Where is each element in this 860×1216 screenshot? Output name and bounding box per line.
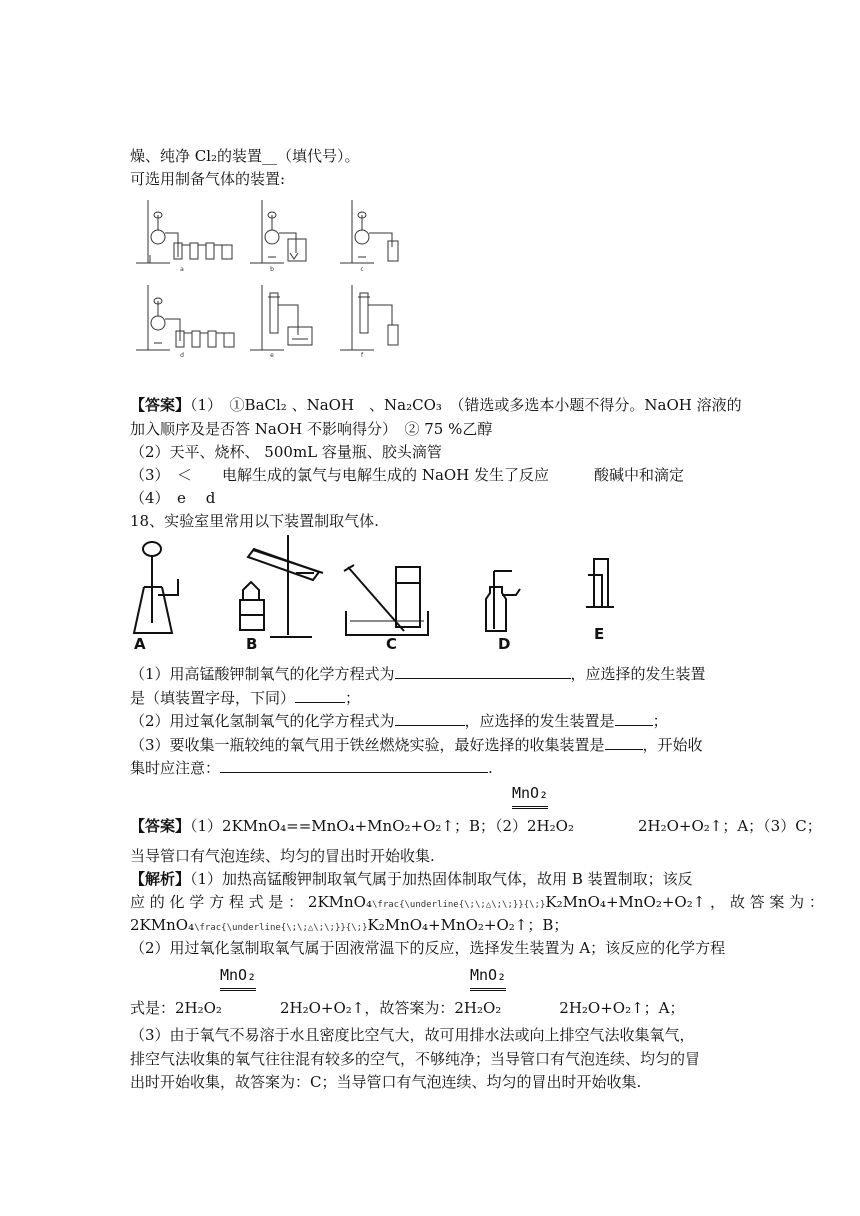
answer-blank[interactable] <box>220 758 488 773</box>
text-line: （2）用过氧化氢制取氧气属于固液常温下的反应，选择发生装置为 A；该反应的化学方程 <box>130 939 726 957</box>
text-line: （3）由于氧气不易溶于水且密度比空气大，故可用排水法或向上排空气法收集氧气， <box>130 1026 695 1044</box>
q18-part3-line2: 集时应注意： . <box>130 759 493 777</box>
answer-blank[interactable] <box>605 735 643 750</box>
answer-blank[interactable] <box>615 711 653 726</box>
text-line: 燥、纯净 Cl₂的装置__（填代号）。 <box>130 147 360 165</box>
device-c <box>344 565 428 635</box>
lab-devices-figure <box>128 535 628 653</box>
label-device-d: D <box>498 635 511 653</box>
gas-apparatus-grid <box>130 195 410 365</box>
label-device-c: C <box>386 635 398 653</box>
apparatus-d <box>136 285 234 350</box>
apparatus-a <box>136 200 232 263</box>
analysis-line5: 式是：2H₂O₂ 2H₂O+O₂↑，故答案为：2H₂O₂ 2H₂O+O₂↑；A； <box>130 999 685 1017</box>
text-line: （3） ＜ 电解生成的氯气与电解生成的 NaOH 发生了反应 酸碱中和滴定 <box>130 466 685 484</box>
q18-part1-line1: （1）用高锰酸钾制氧气的化学方程式为 ，应选择的发生装置 <box>130 665 706 683</box>
q18-part1-line2: 是（填装置字母，下同） ； <box>130 689 361 707</box>
label-a: a <box>180 266 184 273</box>
text-line: 可选用制备气体的装置: <box>130 170 286 188</box>
device-d <box>486 571 520 631</box>
text-line: 出时开始收集，故答案为：C；当导管口有气泡连续、均匀的冒出时开始收集. <box>130 1073 642 1091</box>
text-line: 加入顺序及是否答 NaOH 不影响得分） ② 75 %乙醇 <box>130 420 493 438</box>
label-e: e <box>270 352 274 359</box>
analysis-line1: 【解析】（1）加热高锰酸钾制取氧气属于加热固体制取气体，故用 B 装置制取；该反 <box>130 870 693 888</box>
text-line: 排空气法收集的氧气往往混有较多的空气，不够纯净；当导管口有气泡连续、均匀的冒 <box>130 1050 701 1068</box>
answer-blank[interactable] <box>395 664 571 679</box>
text-line: 当导管口有气泡连续、均匀的冒出时开始收集. <box>130 847 435 865</box>
q18-part2: （2）用过氧化氢制氧气的化学方程式为 ，应选择的发生装置是 ； <box>130 712 668 730</box>
apparatus-b <box>250 200 306 263</box>
apparatus-e <box>250 285 312 350</box>
answer-blank[interactable] <box>295 688 345 703</box>
label-f: f <box>360 352 364 359</box>
answer-blank[interactable] <box>395 711 465 726</box>
device-e <box>586 559 614 607</box>
text-line: （4） e d <box>130 489 216 507</box>
answer-17-line1: 【答案】（1） ①BaCl₂ 、NaOH 、Na₂CO₃ （错选或多选本小题不得分。NaOH 溶液的 <box>130 396 742 414</box>
catalyst-label: MnO₂ <box>512 784 548 802</box>
apparatus-c <box>340 200 398 263</box>
label-device-a: A <box>134 635 146 653</box>
label-device-e: E <box>594 625 605 643</box>
text-line: （2）天平、烧杯、 500mL 容量瓶、胶头滴管 <box>130 443 442 461</box>
analysis-line2: 应 的 化 学 方 程 式 是 ： 2KMnO₄\frac{\underline{\;\;△\;\;}}{\;}K₂MnO₄+MnO₂+O₂↑ ， 故 答 案 为 ： <box>130 893 824 911</box>
catalyst-label: MnO₂ <box>470 966 506 984</box>
apparatus-f <box>340 285 398 350</box>
label-b: b <box>270 266 274 273</box>
label-device-b: B <box>246 635 258 653</box>
device-a <box>134 542 178 633</box>
analysis-line3: 2KMnO₄\frac{\underline{\;\;△\;\;}}{\;}K₂MnO₄+MnO₂+O₂↑；B； <box>130 916 569 934</box>
catalyst-label: MnO₂ <box>220 966 256 984</box>
answer-18-line1: 【答案】（1）2KMnO₄==MnO₄+MnO₂+O₂↑；B；（2）2H₂O₂ 2H₂O+O₂↑；A；（3）C； <box>130 817 822 835</box>
q18-part3-line1: （3）要收集一瓶较纯的氧气用于铁丝燃烧实验，最好选择的收集装置是 ，开始收 <box>130 736 703 754</box>
device-b <box>240 535 323 637</box>
label-c: c <box>360 266 364 273</box>
label-d: d <box>180 352 184 359</box>
question-18-title: 18、实验室里常用以下装置制取气体. <box>130 512 379 530</box>
